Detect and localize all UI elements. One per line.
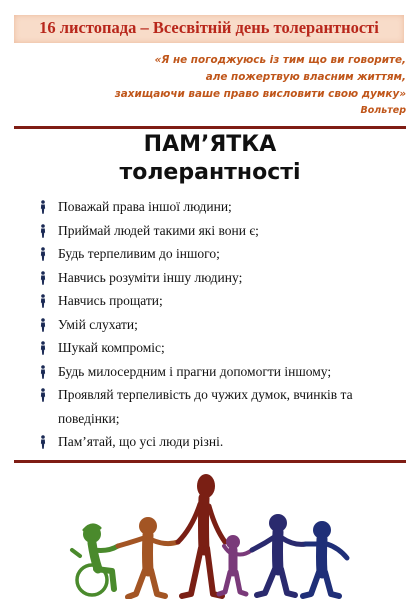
list-item-text: Навчись прощати;: [58, 293, 163, 308]
title-banner: [14, 15, 404, 43]
list-item: [38, 266, 408, 290]
person-icon: [38, 247, 48, 261]
quote-line-3: захищаючи ваше право висловити свою думку»: [114, 88, 406, 100]
bottom-divider: [14, 460, 406, 463]
top-divider: [14, 126, 406, 129]
list-item: [38, 360, 408, 384]
list-item-text: Шукай компроміс;: [58, 340, 165, 355]
person-icon: [38, 435, 48, 449]
quote-line-1: «Я не погоджуюсь із тим що ви говорите,: [154, 54, 406, 66]
list-item: [38, 430, 408, 454]
list-item: [38, 195, 408, 219]
list-item: [38, 313, 408, 337]
person-icon: [38, 365, 48, 379]
list-item-text: Умій слухати;: [58, 316, 138, 332]
list-item: [38, 289, 408, 313]
memo-title-line-1: ПАМ’ЯТКА: [143, 132, 277, 157]
quote-author: Вольтер: [360, 105, 406, 116]
person-icon: [38, 224, 48, 238]
voltaire-quote: [86, 52, 406, 118]
person-icon: [38, 200, 48, 214]
person-icon: [38, 388, 48, 402]
person-icon: [38, 318, 48, 332]
quote-line-2: але пожертвую власним життям,: [205, 71, 406, 83]
person-icon: [38, 341, 48, 355]
person-blue-figure: [303, 521, 347, 596]
memo-title-line-2: толерантності: [119, 160, 301, 185]
person-navy-figure: [252, 514, 306, 595]
list-item-text: Проявляй терпеливість до чужих думок, вчинків та поведінки;: [58, 387, 353, 426]
list-item-text: Пам’ятай, що усі люди різні.: [58, 434, 224, 449]
list-item-text: Будь терпеливим до іншого;: [58, 246, 220, 261]
holding-hands-people-illustration: [0, 468, 420, 599]
list-item-text: Навчись розуміти іншу людину;: [58, 269, 243, 285]
person-tall-figure: [178, 474, 225, 596]
list-item: [38, 383, 408, 430]
page-title: 16 листопада – Всесвітній день толерантності: [39, 18, 379, 37]
list-item-text: Будь милосердним і прагни допомогти іншому;: [58, 363, 332, 379]
list-item-text: Поважай права іншої людини;: [58, 199, 232, 214]
list-item: [38, 336, 408, 360]
list-item: [38, 219, 408, 243]
list-item-text: Приймай людей такими які вони є;: [58, 222, 259, 238]
person-wheelchair-figure: [72, 525, 118, 595]
person-icon: [38, 294, 48, 308]
list-item: [38, 242, 408, 266]
person-icon: [38, 271, 48, 285]
person-brown-figure: [118, 517, 178, 597]
tolerance-rules-list: [38, 195, 408, 454]
